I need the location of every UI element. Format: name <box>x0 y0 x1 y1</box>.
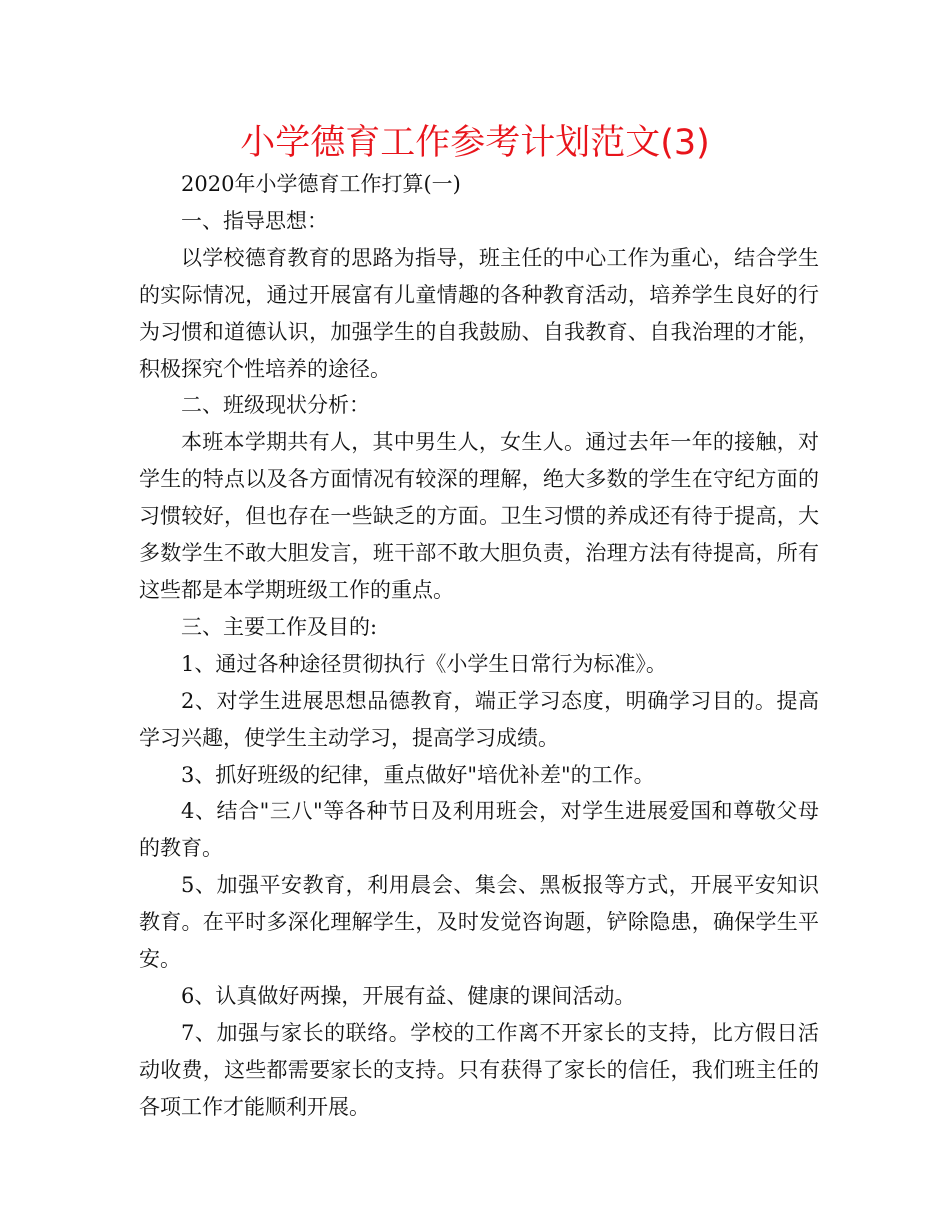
list-item-2: 2、对学生进展思想品德教育，端正学习态度，明确学习目的。提高学习兴趣，使学生主动学习，提高学习成绩。 <box>139 688 819 750</box>
list-item-3: 3、抓好班级的纪律，重点做好"培优补差"的工作。 <box>181 762 655 787</box>
section-heading-main-work: 三、主要工作及目的: <box>181 614 378 639</box>
plan-heading: 2020年小学德育工作打算(一) <box>181 172 461 196</box>
document-body <box>139 166 819 1126</box>
list-item-4: 4、结合"三八"等各种节日及利用班会，对学生进展爱国和尊敬父母的教育。 <box>139 799 819 861</box>
list-item-7: 7、加强与家长的联络。学校的工作离不开家长的支持，比方假日活动收费，这些都需要家长的支持。只有获得了家长的信任，我们班主任的各项工作才能顺利开展。 <box>139 1020 819 1119</box>
list-item-5: 5、加强平安教育，利用晨会、集会、黑板报等方式，开展平安知识教育。在平时多深化理解学生，及时发觉咨询题，铲除隐患，确保学生平安。 <box>139 873 819 972</box>
section-heading-class-analysis: 二、班级现状分析： <box>181 393 370 418</box>
list-item-6: 6、认真做好两操，开展有益、健康的课间活动。 <box>181 983 636 1008</box>
document-title: 小学德育工作参考计划范文(3) <box>240 123 710 163</box>
list-item-1: 1、通过各种途径贯彻执行《小学生日常行为标准》。 <box>181 651 667 676</box>
paragraph-guiding-thought: 以学校德育教育的思路为指导，班主任的中心工作为重心，结合学生的实际情况，通过开展富有儿童情趣的各种教育活动，培养学生良好的行为习惯和道德认识，加强学生的自我鼓励、自我教育、自我治理的才能，积极探究个性培养的途径。 <box>139 245 819 381</box>
section-heading-guiding-thought: 一、指导思想： <box>181 208 328 233</box>
paragraph-class-analysis: 本班本学期共有人，其中男生人，女生人。通过去年一年的接触，对学生的特点以及各方面情况有较深的理解，绝大多数的学生在守纪方面的习惯较好，但也存在一些缺乏的方面。卫生习惯的养成还有待于提高，大多数学生不敢大胆发言，班干部不敢大胆负责，治理方法有待提高，所有这些都是本学期班级工作的重点。 <box>139 430 819 602</box>
